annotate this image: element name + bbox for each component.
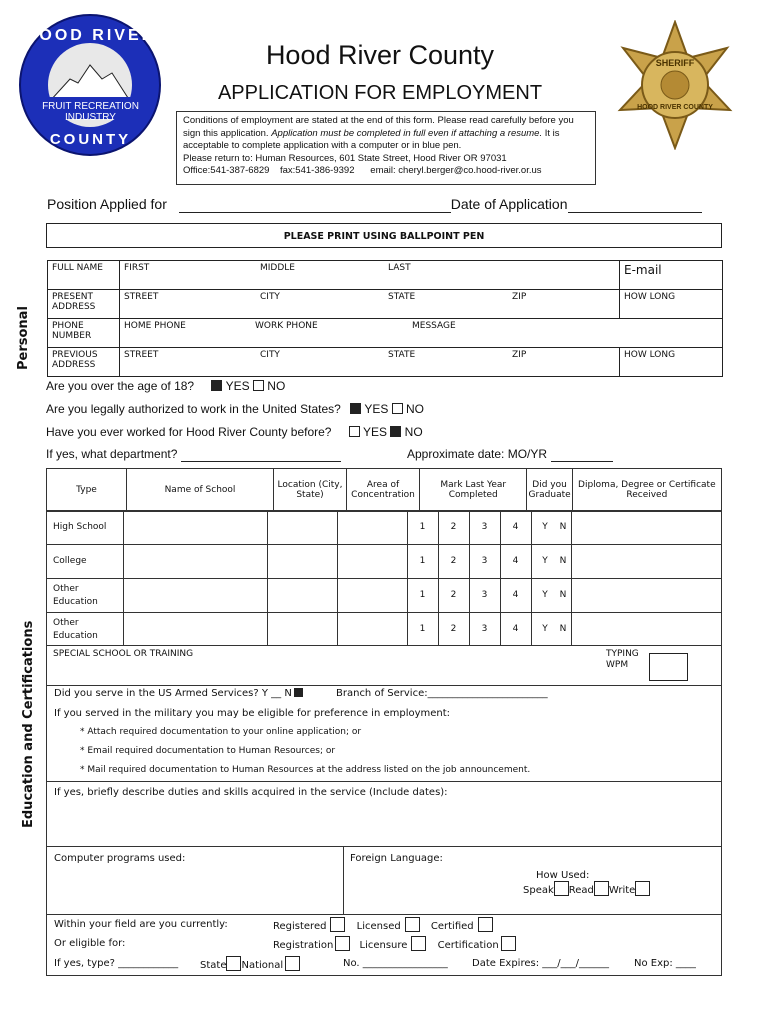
badge-ring-text: HOOD RIVER COUNTY [637,104,713,111]
year-option[interactable]: 3 [481,556,488,566]
header-location: Location (City, State) [274,469,347,512]
location-input[interactable] [268,511,337,544]
full-name-input[interactable] [120,261,620,290]
age-no-checkbox[interactable] [253,380,264,391]
header-area: Area of Concentration [347,469,420,512]
diploma-input[interactable] [572,613,721,646]
approx-date-label: Approximate date: MO/YR [407,447,548,461]
position-label: Position Applied for [47,196,167,212]
special-training-row[interactable] [46,645,722,686]
speak-label: Speak [523,885,554,896]
education-row [46,578,722,612]
age-question [46,379,285,393]
conditions-text-2: It is acceptable to complete application with a computer or in blue pen. [183,127,560,151]
previous-how-long-label: HOW LONG [624,350,676,360]
home-phone-label: HOME PHONE [124,321,186,331]
certified-checkbox[interactable] [478,917,493,932]
write-label: Write [608,885,636,896]
education-row [46,544,722,578]
worked-yes-label: YES [362,425,387,439]
header-diploma: Diploma, Degree or Certificate Received [572,469,721,512]
licensure-checkbox[interactable] [411,936,426,951]
typing-wpm-input[interactable] [649,653,688,681]
year-option[interactable]: 4 [512,522,519,532]
area-input[interactable] [338,545,407,578]
school-name-input[interactable] [124,613,267,646]
year-option[interactable]: 4 [512,590,519,600]
special-training-label: SPECIAL SCHOOL OR TRAINING [53,649,194,659]
military-preference: If you served in the military you may be eligible for preference in employment: [54,708,451,719]
diploma-input[interactable] [572,511,721,544]
header-mark: Mark Last Year Completed [420,469,527,512]
department-input[interactable] [181,447,341,462]
military-question-text: Did you serve in the US Armed Services? Y __ N [54,688,292,699]
license-type-question[interactable]: If yes, type? ____________ [54,958,179,969]
year-option[interactable]: 3 [481,624,488,634]
middle-label: MIDDLE [260,263,295,273]
education-type: Other Education [53,617,98,641]
age-question-text: Are you over the age of 18? [46,379,195,393]
header-graduate: Did you Graduate [527,469,572,512]
section-personal: Personal [16,306,31,370]
graduate-no[interactable]: N [559,556,567,566]
present-city-label: CITY [260,292,280,302]
education-row [46,612,722,646]
worked-question [46,425,423,439]
registration-checkbox[interactable] [335,936,350,951]
military-describe-label: If yes, briefly describe duties and skills acquired in the service (Include dates): [54,787,448,798]
national-checkbox[interactable] [285,956,300,971]
licensed-label: Licensed [356,921,401,932]
present-street-label: STREET [124,292,159,302]
page-title: Hood River County [265,40,495,70]
worked-no-checkbox[interactable] [390,426,401,437]
position-input[interactable] [179,196,451,213]
legal-question-text: Are you legally authorized to work in the United States? [46,402,341,416]
registered-label: Registered [273,921,327,932]
graduate-yes[interactable]: Y [542,556,548,566]
county-logo [18,13,163,158]
legal-no-checkbox[interactable] [392,403,403,414]
branch-of-service[interactable]: Branch of Service:________________________ [336,688,548,699]
previous-address-input[interactable] [120,348,620,377]
department-question-text: If yes, what department? [46,447,178,461]
military-describe-row[interactable] [46,781,722,847]
contact-line: Office:541-387-6829 fax:541-386-9392 email: cheryl.berger@co.hood-river.or.us [183,165,542,176]
certified-label: Certified [430,921,474,932]
date-expires[interactable]: Date Expires: ___/___/______ [472,958,609,969]
currently-options [273,917,493,932]
military-bullet-2: * Email required documentation to Human Resources; or [80,746,336,756]
graduate-no[interactable]: N [559,522,567,532]
diploma-input[interactable] [572,545,721,578]
graduate-yes[interactable]: Y [542,624,548,634]
education-type: High School [53,522,107,532]
education-table [46,468,722,512]
registered-checkbox[interactable] [330,917,345,932]
date-input[interactable] [568,196,702,213]
personal-table [47,260,723,377]
eligible-label: Or eligible for: [54,938,126,949]
date-label: Date of Application [450,196,568,212]
location-input[interactable] [268,613,337,646]
year-option[interactable]: 2 [450,522,457,532]
sheriff-badge [610,20,740,150]
conditions-text-1: Conditions of employment are stated at the end of this form. Please read carefully before you sign this application. [183,115,574,139]
field-question: Within your field are you currently: [54,919,228,930]
previous-city-label: CITY [260,350,280,360]
state-checkbox[interactable] [226,956,241,971]
eligible-options [273,936,516,951]
email-label: E-mail [624,263,662,277]
location-input[interactable] [268,545,337,578]
worked-yes-checkbox[interactable] [349,426,360,437]
military-bullet-3: * Mail required documentation to Human Resources at the address listed on the job announcement. [80,765,531,775]
licensure-label: Licensure [359,940,408,951]
area-input[interactable] [338,579,407,612]
license-divider [46,914,722,915]
registration-label: Registration [273,940,334,951]
cell-divider [531,511,532,544]
year-option[interactable]: 3 [481,590,488,600]
legal-yes-label: YES [364,402,389,416]
logo-middle-text-2: INDUSTRY [65,112,116,123]
cell-divider [531,613,532,646]
last-label: LAST [388,263,411,273]
legal-no-label: NO [406,402,425,416]
location-input[interactable] [268,579,337,612]
military-no-checkbox[interactable] [294,688,303,697]
cell-divider [531,579,532,612]
present-zip-label: ZIP [512,292,527,302]
write-checkbox[interactable] [635,881,650,896]
read-label: Read [568,885,594,896]
year-option[interactable]: 1 [419,556,426,566]
logo-top-text: HOOD RIVER [24,27,157,44]
age-yes-label: YES [225,379,250,393]
year-option[interactable]: 4 [512,624,519,634]
year-option[interactable]: 2 [450,624,457,634]
year-option[interactable]: 1 [419,624,426,634]
national-label: National [241,960,284,971]
certification-label: Certification [437,940,499,951]
age-no-label: NO [267,379,286,393]
full-name-label: FULL NAME [48,261,120,290]
header-school: Name of School [127,469,274,512]
military-question [54,688,303,699]
foreign-language-label: Foreign Language: [350,853,443,864]
present-state-label: STATE [388,292,416,302]
legal-yes-checkbox[interactable] [350,403,361,414]
skills-divider [343,847,344,914]
return-address: Please return to: Human Resources, 601 State Street, Hood River OR 97031 [183,152,507,164]
year-option[interactable]: 3 [481,522,488,532]
no-expiration[interactable]: No Exp: ____ [634,958,696,969]
present-how-long-input[interactable] [620,290,723,319]
previous-state-label: STATE [388,350,416,360]
computer-programs-label: Computer programs used: [54,853,186,864]
worked-no-label: NO [404,425,423,439]
typing-label: TYPING WPM [606,649,639,670]
previous-zip-label: ZIP [512,350,527,360]
school-name-input[interactable] [124,579,267,612]
scope-options [200,956,300,971]
logo-bottom-text: COUNTY [49,131,132,148]
work-phone-label: WORK PHONE [255,321,318,331]
print-notice: PLEASE PRINT USING BALLPOINT PEN [283,231,485,242]
education-type: Other Education [53,583,98,607]
conditions-box [176,111,596,185]
military-bullet-1: * Attach required documentation to your online application; or [80,727,362,737]
badge-top-text: SHERIFF [655,58,695,68]
email-input[interactable] [620,261,723,290]
header-type: Type [47,469,127,512]
certification-checkbox[interactable] [501,936,516,951]
area-input[interactable] [338,511,407,544]
read-checkbox[interactable] [594,881,609,896]
year-option[interactable]: 2 [450,556,457,566]
school-name-input[interactable] [124,545,267,578]
graduate-yes[interactable]: Y [542,522,548,532]
age-yes-checkbox[interactable] [211,380,222,391]
year-option[interactable]: 4 [512,556,519,566]
present-address-label: PRESENT ADDRESS [48,290,120,319]
logo-middle-text-1: FRUIT RECREATION [42,101,139,112]
speak-checkbox[interactable] [554,881,569,896]
state-label: State [200,960,227,971]
worked-question-text: Have you ever worked for Hood River County before? [46,425,332,439]
graduate-no[interactable]: N [559,624,567,634]
education-row [46,510,722,544]
present-address-input[interactable] [120,290,620,319]
year-option[interactable]: 1 [419,590,426,600]
approx-date-row [407,447,613,462]
licensed-checkbox[interactable] [405,917,420,932]
message-label: MESSAGE [412,321,456,331]
cell-divider [531,545,532,578]
phone-number-label: PHONE NUMBER [48,319,120,348]
education-type: College [53,556,87,566]
legal-question [46,402,424,416]
how-used-options [523,881,650,896]
year-option[interactable]: 1 [419,522,426,532]
department-question [46,447,341,462]
license-number[interactable]: No. _________________ [343,958,448,969]
previous-address-label: PREVIOUS ADDRESS [48,348,120,377]
area-input[interactable] [338,613,407,646]
previous-how-long-input[interactable] [620,348,723,377]
phone-input[interactable] [120,319,723,348]
approx-date-input[interactable] [551,447,613,462]
how-used-label: How Used: [536,870,590,881]
year-option[interactable]: 2 [450,590,457,600]
conditions-italic: Application must be completed in full even if attaching a resume. [271,127,543,139]
school-name-input[interactable] [124,511,267,544]
position-row [47,196,702,213]
page-subtitle: APPLICATION FOR EMPLOYMENT [217,82,543,104]
print-notice-box [46,223,722,248]
graduate-yes[interactable]: Y [542,590,548,600]
present-how-long-label: HOW LONG [624,292,676,302]
diploma-input[interactable] [572,579,721,612]
graduate-no[interactable]: N [559,590,567,600]
first-label: FIRST [124,263,150,273]
previous-street-label: STREET [124,350,159,360]
section-education: Education and Certifications [21,620,36,828]
